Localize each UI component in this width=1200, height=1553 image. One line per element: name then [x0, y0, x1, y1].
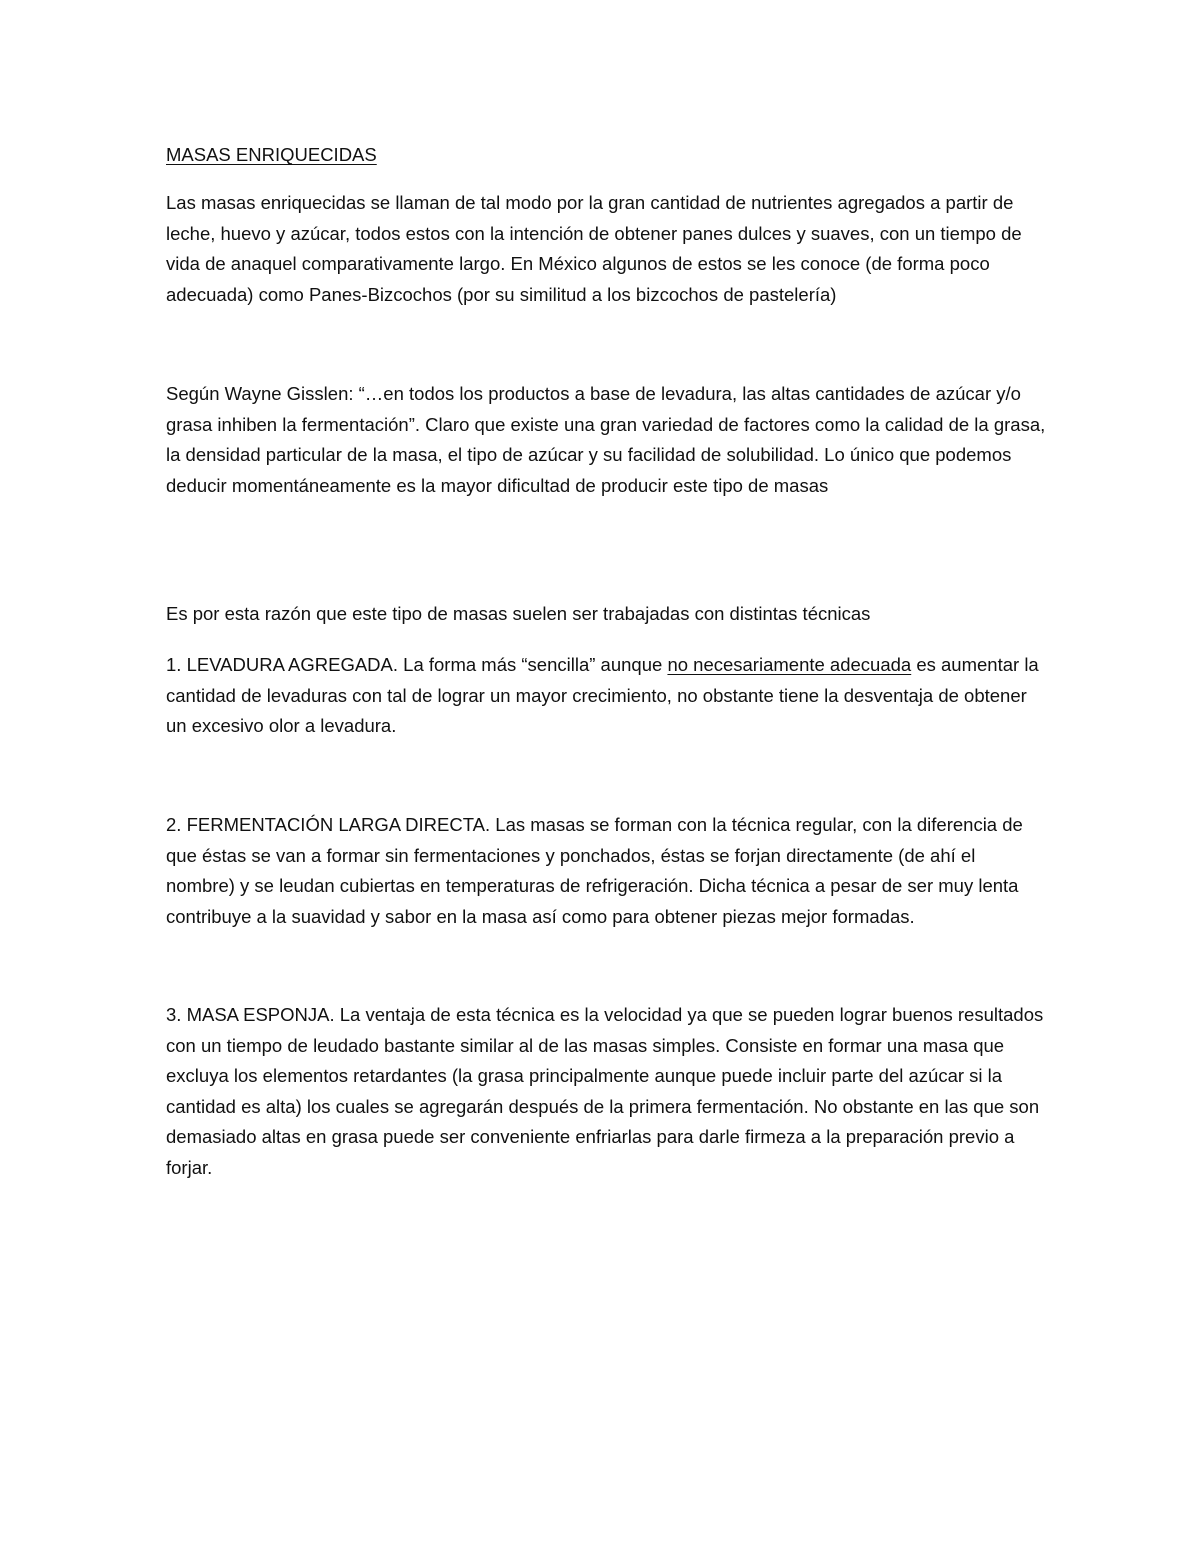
technique-2-paragraph: 2. FERMENTACIÓN LARGA DIRECTA. Las masas se forman con la técnica regular, con la diferencia de que éstas se van a formar sin fermentaciones y ponchados, éstas se forjan directamente (de ahí el nombre) y se leudan cubiertas en temperaturas de refrigeración. Dicha técnica a pesar de ser muy lenta contribuye a la suavidad y sabor en la masa así como para obtener piezas mejor formadas. — [166, 814, 1023, 927]
technique-1-rest: es aumentar la cantidad de levaduras con tal de lograr un mayor crecimiento, no obstante tiene la desventaja de obtener un excesivo olor a levadura. — [166, 654, 1039, 736]
intro-paragraph: Las masas enriquecidas se llaman de tal modo por la gran cantidad de nutrientes agregados a partir de leche, huevo y azúcar, todos estos con la intención de obtener panes dulces y suaves, con un tiempo de vida de anaquel comparativamente largo. En México algunos de estos se les conoce (de forma poco adecuada) como Panes-Bizcochos (por su similitud a los bizcochos de pastelería) — [166, 192, 1022, 305]
technique-3-paragraph: 3. MASA ESPONJA. La ventaja de esta técnica es la velocidad ya que se pueden lograr buenos resultados con un tiempo de leudado bastante similar al de las masas simples. Consiste en formar una masa que excluya los elementos retardantes (la grasa principalmente aunque puede incluir parte del azúcar si la cantidad es alta) los cuales se agregarán después de la primera fermentación. No obstante en las que son demasiado altas en grasa puede ser conveniente enfriarlas para darle firmeza a la preparación previo a forjar. — [166, 1004, 1044, 1178]
technique-1-lead: 1. LEVADURA AGREGADA. La forma más “sencilla” aunque — [166, 654, 668, 675]
techniques-intro-paragraph: Es por esta razón que este tipo de masas suelen ser trabajadas con distintas técnicas — [166, 603, 871, 624]
technique-1-underlined: no necesariamente adecuada — [667, 654, 912, 675]
quote-paragraph: Según Wayne Gisslen: “…en todos los productos a base de levadura, las altas cantidades de azúcar y/o grasa inhiben la fermentación”. Claro que existe una gran variedad de factores como la calidad de la grasa, la densidad particular de la masa, el tipo de azúcar y su facilidad de solubilidad. Lo único que podemos deducir momentáneamente es la mayor dificultad de producir este tipo de masas — [166, 383, 1046, 496]
technique-1-paragraph — [166, 650, 1046, 742]
document-title: MASAS ENRIQUECIDAS — [166, 144, 377, 165]
